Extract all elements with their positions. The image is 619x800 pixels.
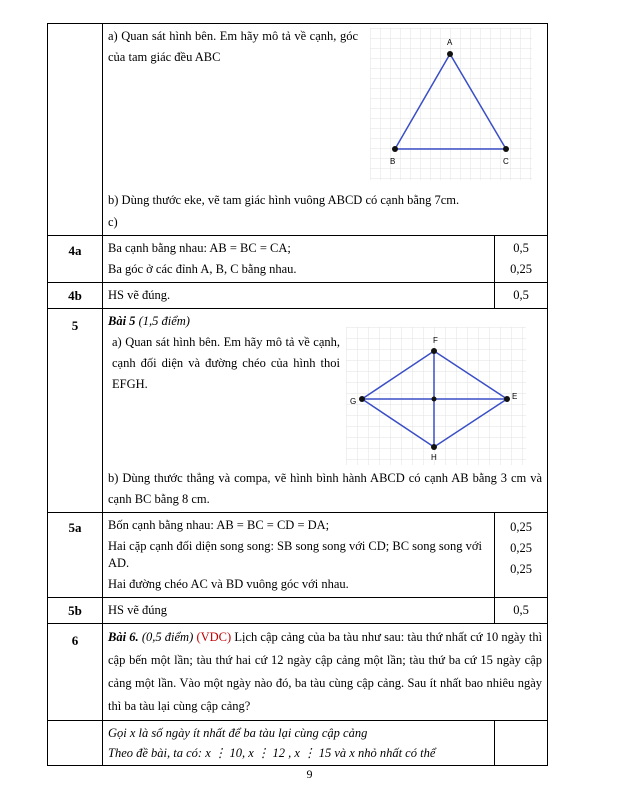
table-row xyxy=(48,721,548,766)
score-value: 0,5 xyxy=(513,241,529,255)
vertex-label-g: G xyxy=(350,397,357,406)
row-number: 5b xyxy=(48,598,103,624)
score-value: 0,5 xyxy=(495,598,548,624)
vertex-label-b: B xyxy=(390,157,396,166)
exercise-title: Bài 6. xyxy=(108,630,139,644)
vertex-label-a: A xyxy=(447,38,453,47)
exercise-text: Lịch cập cảng của ba tàu như sau: tàu thứ nhất cứ 10 ngày thì cập bến một lần; tàu thứ hai cứ 12 ngày cập cảng một lần; tàu thứ ba cứ 15 ngày cập cảng một lần. Vào một ngày nào đó, ba tàu cùng cập cảng. Sau ít nhất bao nhiêu ngày thì ba tàu lại cùng cập cảng? xyxy=(108,630,543,713)
answer-line: HS vẽ đúng. xyxy=(103,283,495,309)
table-row xyxy=(48,24,548,236)
answer-line: Hai đường chéo AC và BD vuông góc với nhau. xyxy=(108,577,349,591)
score-value: 0,25 xyxy=(510,541,532,555)
answer-line: HS vẽ đúng xyxy=(103,598,495,624)
vertex-label-f: F xyxy=(433,336,438,345)
answer-table xyxy=(47,23,548,766)
vertex-label-c: C xyxy=(503,157,509,166)
question-4c-text: c) xyxy=(108,215,118,229)
exercise-title: Bài 5 xyxy=(108,314,136,328)
exercise-points: (0,5 điểm) xyxy=(141,630,194,644)
table-row xyxy=(48,283,548,309)
vertex-label-h: H xyxy=(431,453,437,462)
score-value: 0,25 xyxy=(510,262,532,276)
page-number: 9 xyxy=(306,767,313,781)
exercise-points: (1,5 điểm) xyxy=(138,314,190,328)
score-value: 0,25 xyxy=(510,520,532,534)
answer-line: Ba cạnh bằng nhau: AB = BC = CA; xyxy=(108,241,291,255)
question-4b-text: b) Dùng thước eke, vẽ tam giác hình vuông ABCD có cạnh bằng 7cm. xyxy=(108,193,460,207)
question-5a-text: a) Quan sát hình bên. Em hãy mô tả về cạnh, cạnh đối diện và đường chéo của hình thoi EFGH. xyxy=(112,335,340,391)
table-row xyxy=(48,624,548,721)
table-row xyxy=(48,236,548,283)
answer-line: Bốn cạnh bằng nhau: AB = BC = CD = DA; xyxy=(108,518,330,532)
question-4a-text: a) Quan sát hình bên. Em hãy mô tả về cạnh, góc của tam giác đều ABC xyxy=(108,29,358,64)
row-number: 6 xyxy=(48,624,103,721)
vertex-label-e: E xyxy=(512,392,518,401)
rhombus-figure xyxy=(346,327,526,465)
table-row xyxy=(48,598,548,624)
table-row xyxy=(48,513,548,598)
score-value: 0,5 xyxy=(495,283,548,309)
difficulty-tag: (VDC) xyxy=(196,630,232,644)
answer-line: Gọi x là số ngày ít nhất để ba tàu lại cùng cập cảng xyxy=(108,726,368,740)
answer-line: Hai cặp cạnh đối diện song song: SB song song với CD; BC song song với AD. xyxy=(108,539,482,570)
answer-line: Theo đề bài, ta có: x ⋮ 10, x ⋮ 12 , x ⋮ 15 và x nhỏ nhất có thể xyxy=(108,746,436,760)
row-number: 5a xyxy=(48,513,103,598)
triangle-figure xyxy=(370,28,532,180)
row-number: 5 xyxy=(48,309,103,513)
score-value: 0,25 xyxy=(510,562,532,576)
row-number: 4b xyxy=(48,283,103,309)
question-5b-text: b) Dùng thước thẳng và compa, vẽ hình bình hành ABCD có cạnh AB bằng 3 cm và cạnh BC bằng 8 cm. xyxy=(108,471,542,506)
table-row xyxy=(48,309,548,513)
answer-line: Ba góc ở các đỉnh A, B, C bằng nhau. xyxy=(108,262,297,276)
row-number: 4a xyxy=(48,236,103,283)
